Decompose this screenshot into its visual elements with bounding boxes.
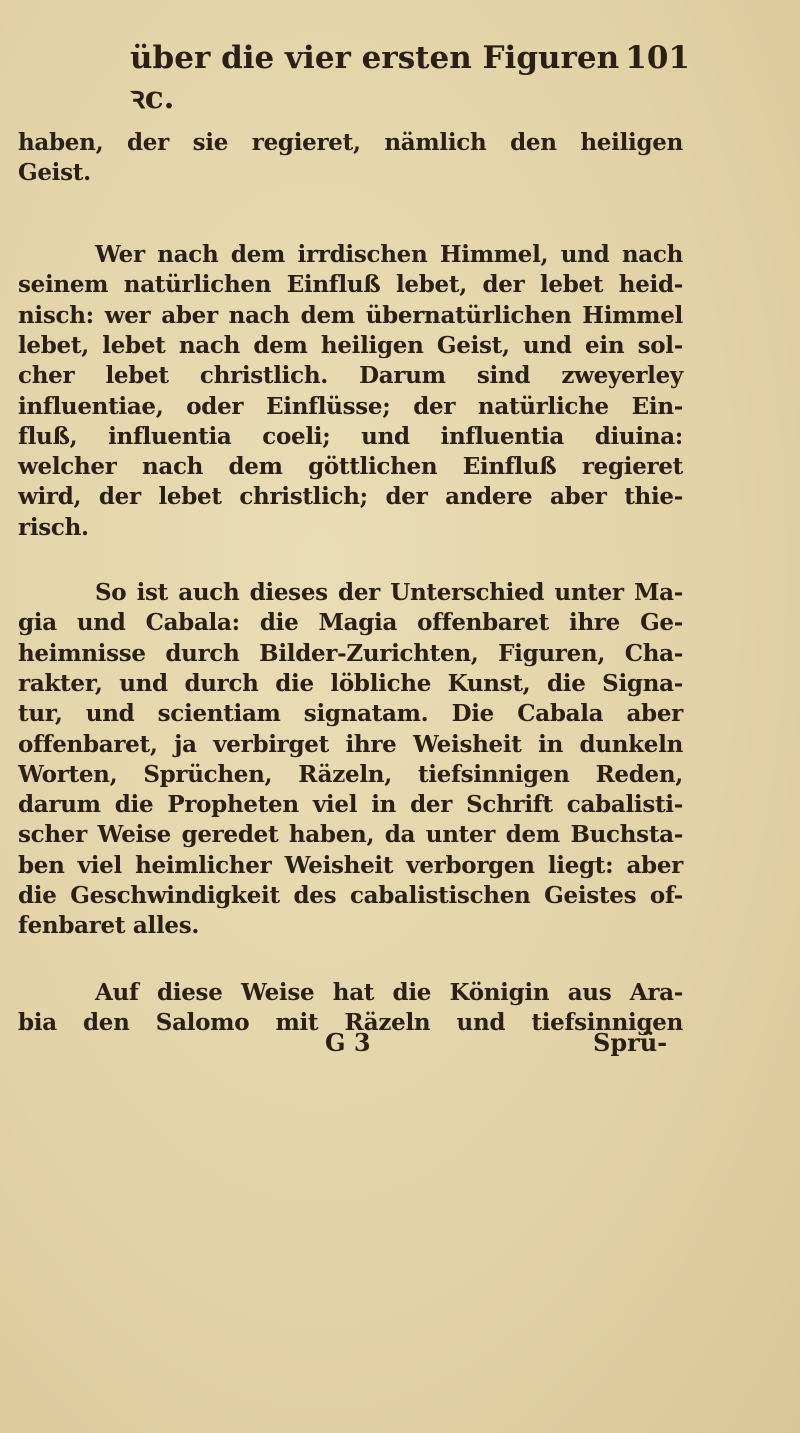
text-line: bia den Salomo mit Räzeln und tiefsinnigen <box>18 1009 683 1037</box>
text-line: ben viel heimlicher Weisheit verborgen liegt: aber <box>18 851 683 879</box>
text-line: wird, der lebet christlich; der andere aber thie- <box>18 483 683 511</box>
signature-mark: G 3 <box>325 1028 371 1057</box>
text-line: nisch: wer aber nach dem übernatürlichen Himmel <box>18 301 683 329</box>
text-line: rakter, und durch die löbliche Kunst, die Signa- <box>18 669 683 697</box>
text-line: welcher nach dem göttlichen Einfluß regieret <box>18 453 683 481</box>
text-line: influentiae, oder Einflüsse; der natürliche Ein- <box>18 392 683 420</box>
text-line: fenbaret alles. <box>18 912 200 940</box>
text-line: Worten, Sprüchen, Räzeln, tiefsinnigen Reden, <box>18 760 683 788</box>
running-title: über die vier ersten Figuren ꝛc. <box>130 40 620 116</box>
text-line: Geist. <box>18 159 91 187</box>
text-line: haben, der sie regieret, nämlich den heiligen <box>18 129 683 156</box>
page-number: 101 <box>625 40 690 76</box>
text-line: Wer nach dem irrdischen Himmel, und nach <box>95 241 683 268</box>
catchword: Sprü- <box>593 1028 668 1057</box>
text-line: gia und Cabala: die Magia offenbaret ihre Ge- <box>18 609 683 637</box>
text-line: seinem natürlichen Einfluß lebet, der lebet heid- <box>18 271 683 299</box>
running-header <box>130 40 690 118</box>
text-line: lebet, lebet nach dem heiligen Geist, und ein sol- <box>18 331 683 359</box>
text-line: offenbaret, ja verbirget ihre Weisheit in dunkeln <box>18 730 683 758</box>
text-line: risch. <box>18 513 89 541</box>
text-line: fluß, influentia coeli; und influentia diuina: <box>18 422 683 450</box>
text-line: heimnisse durch Bilder-Zurichten, Figuren, Cha- <box>18 639 683 667</box>
text-line: So ist auch dieses der Unterschied unter Ma- <box>95 579 683 606</box>
text-line: scher Weise geredet haben, da unter dem Buchsta- <box>18 821 683 849</box>
text-line: cher lebet christlich. Darum sind zweyerley <box>18 362 683 390</box>
text-line: Auf diese Weise hat die Königin aus Ara- <box>95 979 683 1006</box>
text-line: tur, und scientiam signatam. Die Cabala aber <box>18 700 683 728</box>
text-line: darum die Propheten viel in der Schrift cabalisti- <box>18 791 683 819</box>
text-line: die Geschwindigkeit des cabalistischen Geistes of- <box>18 882 683 909</box>
